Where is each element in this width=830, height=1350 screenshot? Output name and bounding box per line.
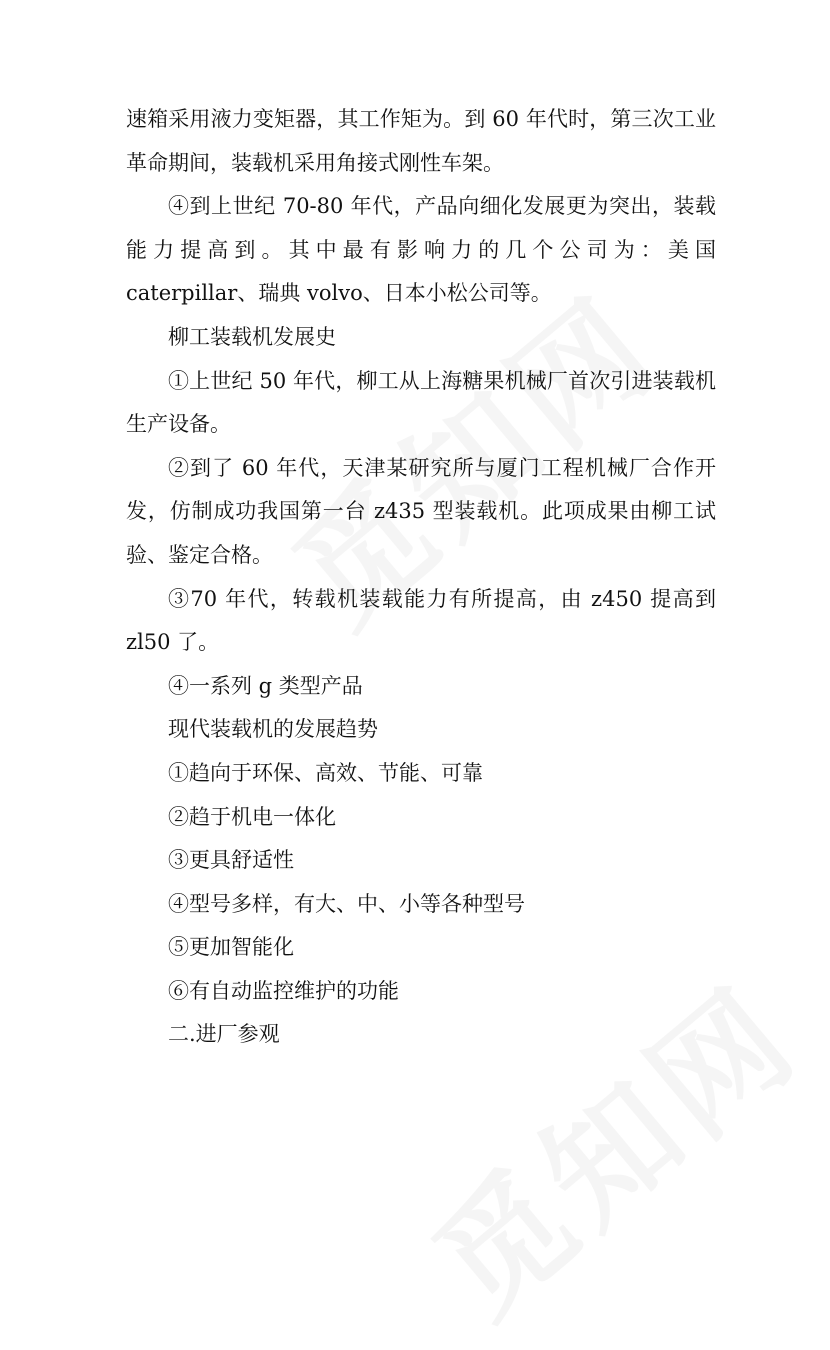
list-item: ⑤更加智能化 bbox=[168, 935, 294, 960]
list-item: ④一系列 g 类型产品 bbox=[168, 673, 363, 698]
list-item: ④型号多样，有大、中、小等各种型号 bbox=[168, 891, 525, 916]
document-body bbox=[126, 98, 716, 1057]
paragraph: ①上世纪 50 年代，柳工从上海糖果机械厂首次引进装载机生产设备。 bbox=[126, 368, 716, 437]
paragraph: 速箱采用液力变矩器，其工作矩为。到 60 年代时，第三次工业革命期间，装载机采用角接式刚性车架。 bbox=[126, 107, 716, 175]
paragraph: ③70 年代，转载机装载能力有所提高，由 z450 提高到 zl50 了。 bbox=[126, 586, 716, 655]
list-item: ③更具舒适性 bbox=[168, 848, 294, 873]
list-item: ②趋于机电一体化 bbox=[168, 804, 336, 829]
paragraph: ②到了 60 年代，天津某研究所与厦门工程机械厂合作开发，仿制成功我国第一台 z435 型装载机。此项成果由柳工试验、鉴定合格。 bbox=[126, 455, 716, 567]
list-item: ⑥有自动监控维护的功能 bbox=[168, 978, 399, 1003]
list-item: ①趋向于环保、高效、节能、可靠 bbox=[168, 760, 483, 785]
section-heading: 二.进厂参观 bbox=[168, 1022, 280, 1047]
section-heading: 柳工装载机发展史 bbox=[168, 324, 336, 349]
paragraph: ④到上世纪 70-80 年代，产品向细化发展更为突出，装载能力提高到。其中最有影响力的几个公司为：美国 caterpillar、瑞典 volvo、日本小松公司等。 bbox=[126, 194, 716, 306]
section-heading: 现代装载机的发展趋势 bbox=[168, 717, 378, 742]
